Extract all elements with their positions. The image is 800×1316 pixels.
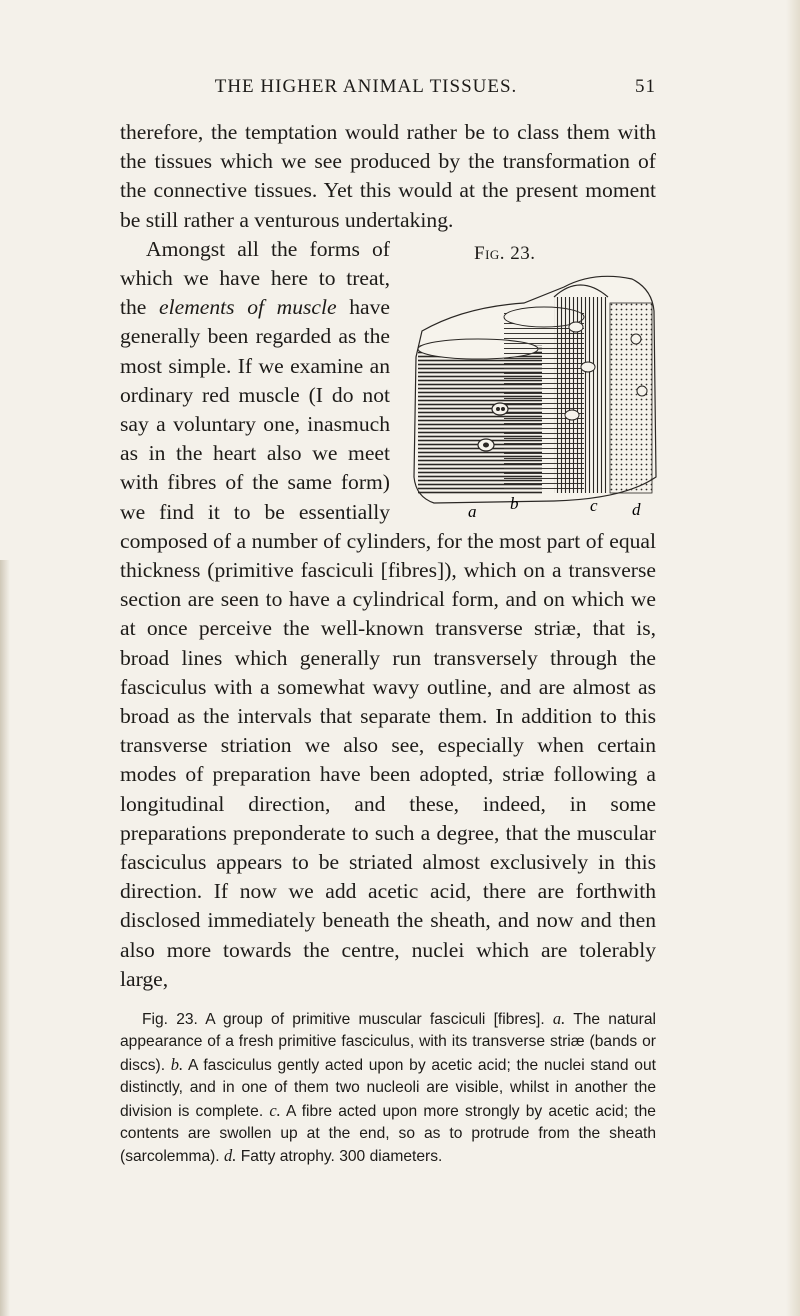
caption-paragraph bbox=[120, 1008, 656, 1169]
caption-lead: Fig. 23. A group of primitive muscular fasciculi [fibres]. bbox=[142, 1011, 545, 1028]
figure-letter-b: b bbox=[510, 493, 519, 513]
figure-letter-a: a bbox=[468, 501, 477, 519]
paragraph-2-start: Amongst all the forms of which we have here to treat, the bbox=[120, 236, 390, 320]
paragraph-2-rest: have generally been regarded as the most simple. If we examine an ordinary red muscle (I do not say a voluntary one, inasmuch as in the heart also we meet with fibres of the same form) we find it to be essentially composed of a number of cylinders, for the most part of equal thickness (primitive fasciculi [fibres]), which on a transverse section are seen to have a cylindrical form, and on which we at once perceive the well-known transverse striæ, that is, broad lines which generally run transversely through the fasciculus with a somewhat wavy outline, and are almost as broad as the intervals that separate them. In addition to this transverse striation we also see, especially when certain modes of preparation have been adopted, striæ following a longitudinal direction, and these, indeed, in some preparations preponderate to such a degree, that the muscular fasciculus appears to be striated almost exclusively in this direction. If now we add acetic acid, there are forthwith disclosed immediately beneath the sheath, and now and then also more towards the centre, nuclei which are tolerably large, bbox=[120, 295, 656, 991]
caption-text-a: The natural appearance of a fresh primitive fasciculus, with its transverse striæ (bands or discs). bbox=[120, 1011, 656, 1074]
page-number: 51 bbox=[635, 76, 656, 97]
caption-key-a: a. bbox=[552, 1009, 566, 1028]
caption-key-d: d. bbox=[223, 1146, 237, 1166]
page-edge-shadow bbox=[786, 0, 800, 1316]
paragraph-2-italic: elements of muscle bbox=[159, 295, 337, 320]
caption-text-b: A fasciculus gently acted upon by acetic acid; the nuclei stand out distinctly, and in one of them two nucleoli are visible, whilst in another the division is complete. bbox=[120, 1056, 656, 1120]
page-gutter-shadow bbox=[0, 560, 10, 1316]
figure-letter-c: c bbox=[590, 495, 598, 515]
figure-caption bbox=[120, 1008, 656, 1169]
caption-key-c: c. bbox=[269, 1100, 281, 1120]
caption-key-b: b. bbox=[170, 1054, 184, 1074]
figure-letter-d: d bbox=[632, 499, 641, 519]
running-head bbox=[116, 76, 656, 106]
figure-label: Fig. 23. bbox=[474, 242, 536, 264]
caption-text-c: A fibre acted upon more strongly by acetic acid; the contents are swollen up at the end, so as to protrude from the sheath (sarcolemma). bbox=[120, 1102, 656, 1166]
caption-text-d: Fatty atrophy. 300 diameters. bbox=[240, 1148, 443, 1166]
running-head-title: THE HIGHER ANIMAL TISSUES. bbox=[214, 76, 518, 97]
fibre-d bbox=[610, 303, 652, 493]
muscle-fasciculi-engraving bbox=[404, 267, 666, 519]
figure-23 bbox=[404, 239, 666, 519]
body-text bbox=[120, 118, 656, 994]
paragraph-1: therefore, the temptation would rather be to class them with the tissues which we see produced by the transformation of the connective tissues. Yet this would at the present moment be still rather a venturous undertaking. bbox=[120, 120, 656, 232]
